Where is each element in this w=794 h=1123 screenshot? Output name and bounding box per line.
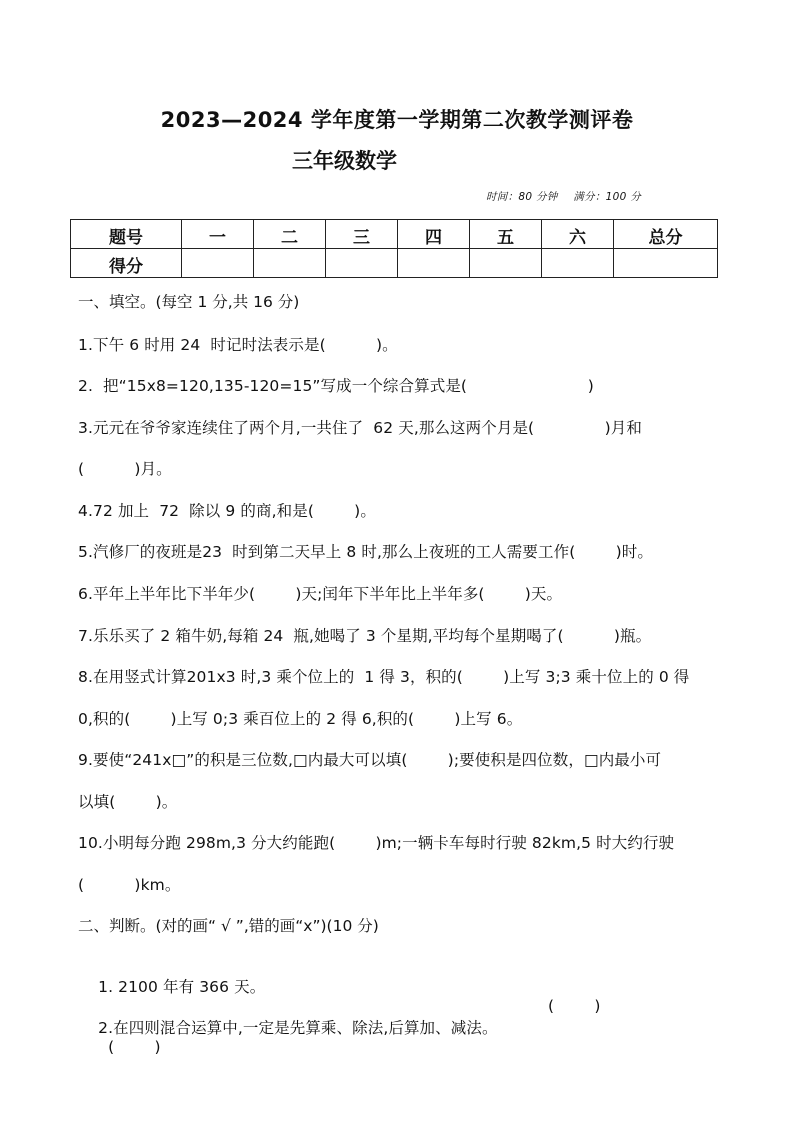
exam-full-score: 满分：100 分: [573, 191, 642, 203]
score-table-cell: 四: [398, 220, 470, 249]
score-input-cell[interactable]: [254, 249, 326, 278]
section2-title: 二、判断。(对的画“ √ ”,错的画“x”)(10 分): [78, 917, 379, 935]
question-2: 2. 把“15x8=120,135-120=15”写成一个综合算式是( ): [78, 377, 594, 395]
question-10: 10.小明每分跑 298m,3 分大约能跑( )m;一辆卡车每时行驶 82km,5 时大约行驶: [78, 834, 675, 852]
score-input-cell[interactable]: [614, 249, 718, 278]
score-table-cell: 二: [254, 220, 326, 249]
score-table-cell: 总分: [614, 220, 718, 249]
judge-answer-1[interactable]: ( ): [548, 997, 601, 1015]
question-1: 1.下午 6 时用 24 时记时法表示是( )。: [78, 336, 398, 354]
question-3: 3.元元在爷爷家连续住了两个月,一共住了 62 天,那么这两个月是( )月和: [78, 419, 642, 437]
section1-title: 一、填空。(每空 1 分,共 16 分): [78, 293, 300, 311]
score-input-cell[interactable]: [542, 249, 614, 278]
question-8-cont: 0,积的( )上写 0;3 乘百位上的 2 得 6,积的( )上写 6。: [78, 710, 523, 728]
judge-question-2: [78, 998, 498, 1074]
score-table-cell: 题号: [71, 220, 182, 249]
score-table-score-row: [71, 249, 718, 278]
score-input-cell[interactable]: [398, 249, 470, 278]
exam-time: 时间：80 分钟: [486, 191, 558, 203]
score-input-cell[interactable]: [182, 249, 254, 278]
question-4: 4.72 加上 72 除以 9 的商,和是( )。: [78, 502, 376, 520]
score-table-cell: 六: [542, 220, 614, 249]
judge-question-2-text: 2.在四则混合运算中,一定是先算乘、除法,后算加、减法。: [98, 1019, 498, 1037]
exam-subtitle: 三年级数学: [292, 149, 397, 173]
question-7: 7.乐乐买了 2 箱牛奶,每箱 24 瓶,她喝了 3 个星期,平均每个星期喝了( )瓶。: [78, 627, 652, 645]
score-input-cell[interactable]: [470, 249, 542, 278]
exam-meta: [486, 189, 653, 204]
score-table-cell: 三: [326, 220, 398, 249]
judge-question-1-text: 1. 2100 年有 366 天。: [98, 978, 266, 996]
question-9: 9.要使“241x□”的积是三位数,□内最大可以填( );要使积是四位数，□内最小可: [78, 751, 662, 769]
score-table-header-row: [71, 220, 718, 249]
question-6: 6.平年上半年比下半年少( )天;闰年下半年比上半年多( )天。: [78, 585, 563, 603]
score-input-cell[interactable]: [326, 249, 398, 278]
question-9-cont: 以填( )。: [78, 793, 178, 811]
question-5: 5.汽修厂的夜班是23 时到第二天早上 8 时,那么上夜班的工人需要工作( )时。: [78, 543, 653, 561]
exam-title: 2023—2024 学年度第一学期第二次教学测评卷: [160, 108, 634, 132]
question-10-cont: ( )km。: [78, 876, 181, 894]
score-table-cell: 一: [182, 220, 254, 249]
score-table-cell: 得分: [71, 249, 182, 278]
question-8: 8.在用竖式计算201x3 时,3 乘个位上的 1 得 3，积的( )上写 3;3 乘十位上的 0 得: [78, 668, 690, 686]
question-3-cont: ( )月。: [78, 460, 172, 478]
judge-answer-2[interactable]: ( ): [108, 1038, 161, 1056]
score-table-cell: 五: [470, 220, 542, 249]
score-table: [70, 219, 718, 278]
